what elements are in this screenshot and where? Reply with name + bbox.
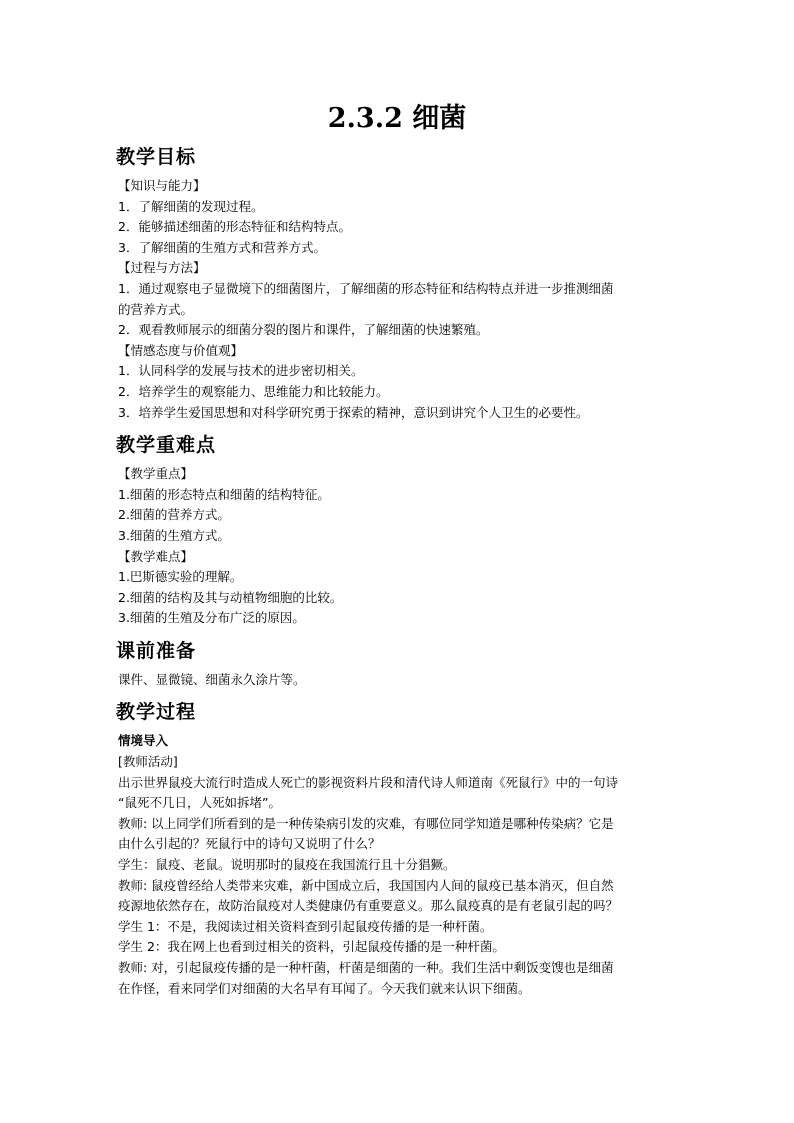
- difficulty-item: 2.细菌的结构及其与动植物细胞的比较。: [118, 589, 343, 605]
- process-item: 1．通过观察电子显微境下的细菌图片，了解细菌的形态特征和结构特点并进一步推测细菌: [118, 280, 614, 296]
- procedure-line: 由什么引起的？死鼠行中的诗句又说明了什么？: [118, 836, 381, 852]
- procedure-line: “鼠死不几日，人死如拆堵”。: [118, 795, 281, 811]
- difficulty-item: 1.巴斯德实验的理解。: [118, 569, 243, 585]
- section-heading-prep: 课前准备: [116, 639, 197, 662]
- section-heading-keypoints: 教学重难点: [116, 434, 217, 457]
- values-item: 3．培养学生爱国思想和对科学研究勇于探索的精神，意识到讲究个人卫生的必要性。: [118, 404, 589, 420]
- focus-item: 3.细菌的生殖方式。: [118, 527, 230, 543]
- difficulty-item: 3.细菌的生殖及分布广泛的原因。: [118, 610, 305, 626]
- difficulty-label: 【教学难点】: [118, 548, 194, 564]
- knowledge-item: 3．了解细菌的生殖方式和营养方式。: [118, 239, 326, 255]
- process-item: 2．观看教师展示的细菌分裂的图片和课件，了解细菌的快速繁殖。: [118, 322, 489, 338]
- procedure-line: 教师: 鼠疫曾经给人类带来灾难，新中国成立后，我国国内人间的鼠疫已基本消灭，但自然: [118, 877, 614, 893]
- procedure-line: 出示世界鼠疫大流行时造成人死亡的影视资料片段和清代诗人师道南《死鼠行》中的一句诗: [118, 774, 619, 790]
- section-heading-procedure: 教学过程: [116, 701, 197, 724]
- values-item: 2．培养学生的观察能力、思维能力和比较能力。: [118, 383, 389, 399]
- keypoints-block: [118, 464, 676, 629]
- values-label: 【情感态度与价值观】: [118, 342, 244, 358]
- knowledge-item: 1．了解细菌的发现过程。: [118, 198, 264, 214]
- knowledge-item: 2．能够描述细菌的形态特征和结构特点。: [118, 219, 351, 235]
- procedure-subheading: 情境导入: [118, 733, 169, 749]
- procedure-line: 学生 2：我在网上也看到过相关的资料，引起鼠疫传播的是一种杆菌。: [118, 939, 505, 955]
- procedure-line: 学生：鼠疫、老鼠。说明那时的鼠疫在我国流行且十分猖獗。: [118, 857, 456, 873]
- focus-label: 【教学重点】: [118, 466, 194, 482]
- process-item-cont: 的营养方式。: [118, 301, 194, 317]
- knowledge-label: 【知识与能力】: [118, 178, 206, 193]
- values-item: 1．认同科学的发展与技术的进步密切相关。: [118, 363, 364, 379]
- procedure-line: 在作怪，看来同学们对细菌的大名早有耳闻了。今天我们就来认识下细菌。: [118, 980, 531, 996]
- prep-text: 课件、显微镜、细菌永久涂片等。: [118, 671, 306, 687]
- section-heading-goals: 教学目标: [116, 146, 197, 168]
- goals-block: [118, 176, 676, 423]
- page-title: 2.3.2 细菌: [327, 103, 467, 134]
- focus-item: 2.细菌的营养方式。: [118, 507, 230, 523]
- procedure-line: [教师活动]: [118, 754, 178, 770]
- procedure-line: 学生 1：不是，我阅读过相关资料查到引起鼠疫传播的是一种杆菌。: [118, 918, 493, 934]
- process-label: 【过程与方法】: [118, 260, 206, 276]
- procedure-line: 教师: 对，引起鼠疫传播的是一种杆菌，杆菌是细菌的一种。我们生活中剩饭变馊也是细菌: [118, 960, 614, 975]
- procedure-line: 疫源地依然存在，故防治鼠疫对人类健康仍有重要意义。那么鼠疫真的是有老鼠引起的吗？: [118, 898, 619, 914]
- procedure-line: 教师: 以上同学们所看到的是一种传染病引发的灾难，有哪位同学知道是哪种传染病？它是: [118, 815, 614, 831]
- focus-item: 1.细菌的形态特点和细菌的结构特征。: [118, 486, 330, 502]
- procedure-block: [118, 752, 676, 999]
